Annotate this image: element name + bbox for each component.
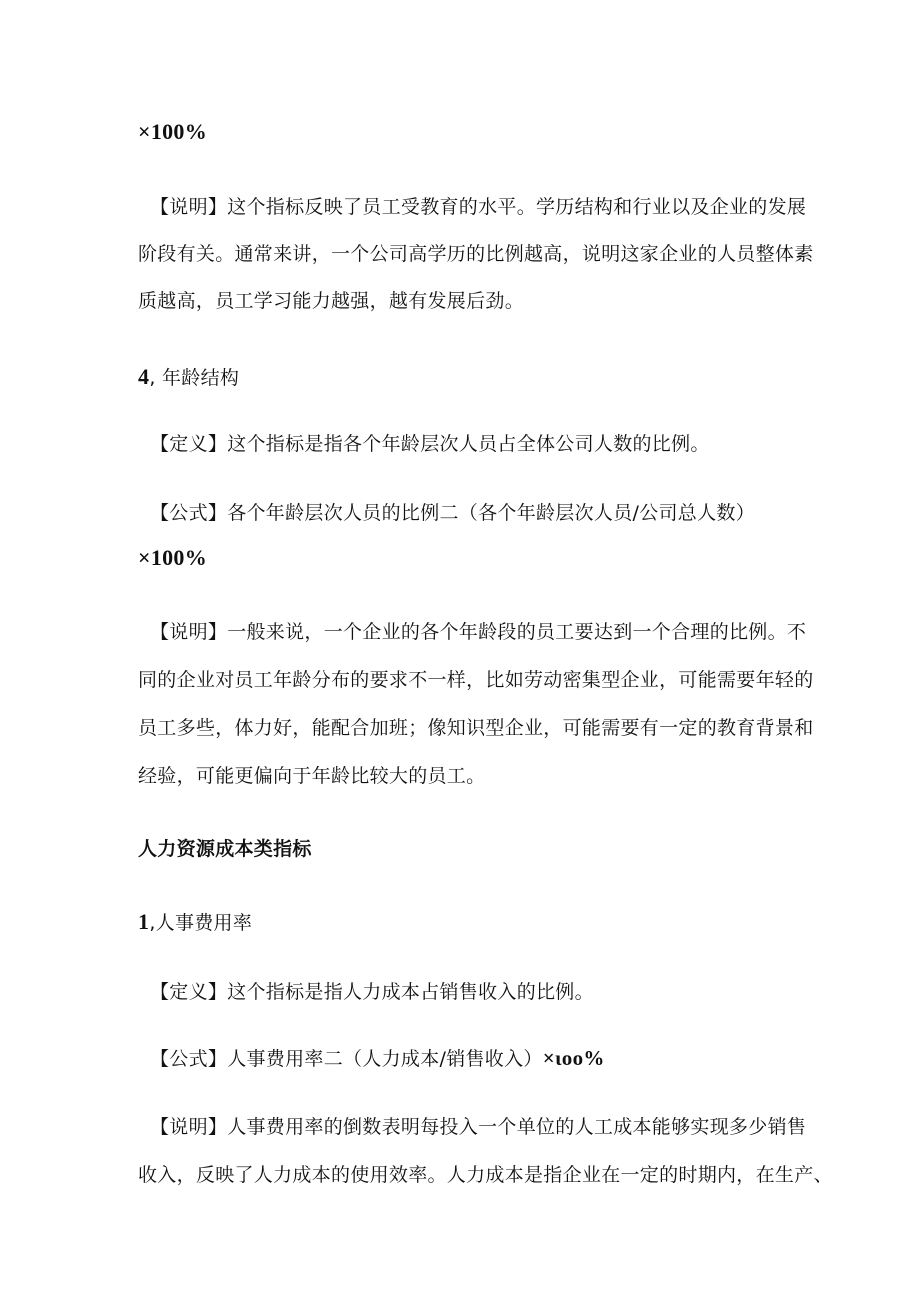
cost-formula <box>150 1046 605 1071</box>
formula-tail: ×100% <box>138 119 208 144</box>
section-title-text: ,人事费用率 <box>149 912 253 934</box>
cost-definition: 【定义】这个指标是指人力成本占销售收入的比例。 <box>150 981 594 1003</box>
section-number: 1 <box>138 909 150 934</box>
section-number: 4 <box>138 364 150 389</box>
age-note-line-1: 【说明】一般来说，一个企业的各个年龄段的员工要达到一个合理的比例。不 <box>150 621 807 643</box>
education-note-line-2: 阶段有关。通常来讲，一个公司高学历的比例越高，说明这家企业的人员整体素 <box>138 243 814 265</box>
age-formula-tail: ×100% <box>138 545 208 570</box>
education-note-line-1: 【说明】这个指标反映了员工受教育的水平。学历结构和行业以及企业的发展 <box>150 196 807 218</box>
age-formula: 【公式】各个年龄层次人员的比例二（各个年龄层次人员/公司总人数） <box>150 502 756 524</box>
age-note-line-3: 员工多些，体力好，能配合加班；像知识型企业，可能需要有一定的教育背景和 <box>138 717 814 739</box>
age-note-line-2: 同的企业对员工年龄分布的要求不一样，比如劳动密集型企业，可能需要年轻的 <box>138 669 814 691</box>
cost-formula-tail: ×ιoo% <box>542 1046 605 1070</box>
section-title-age-structure <box>138 365 239 390</box>
section-title-text: , 年龄结构 <box>149 367 240 389</box>
cost-formula-text: 【公式】人事费用率二（人力成本/销售收入） <box>150 1048 543 1070</box>
age-note-line-4: 经验，可能更偏向于年龄比较大的员工。 <box>138 765 486 787</box>
cost-note-line-2: 收入，反映了人力成本的使用效率。人力成本是指企业在一定的时期内，在生产、 <box>138 1164 833 1186</box>
education-note-line-3: 质越高，员工学习能力越强，越有发展后劲。 <box>138 290 525 312</box>
age-definition: 【定义】这个指标是指各个年龄层次人员占全体公司人数的比例。 <box>150 433 710 455</box>
cost-section-heading: 人力资源成本类指标 <box>138 838 312 860</box>
cost-note-line-1: 【说明】人事费用率的倒数表明每投入一个单位的人工成本能够实现多少销售 <box>150 1116 807 1138</box>
section-title-personnel-cost-rate <box>138 910 252 935</box>
